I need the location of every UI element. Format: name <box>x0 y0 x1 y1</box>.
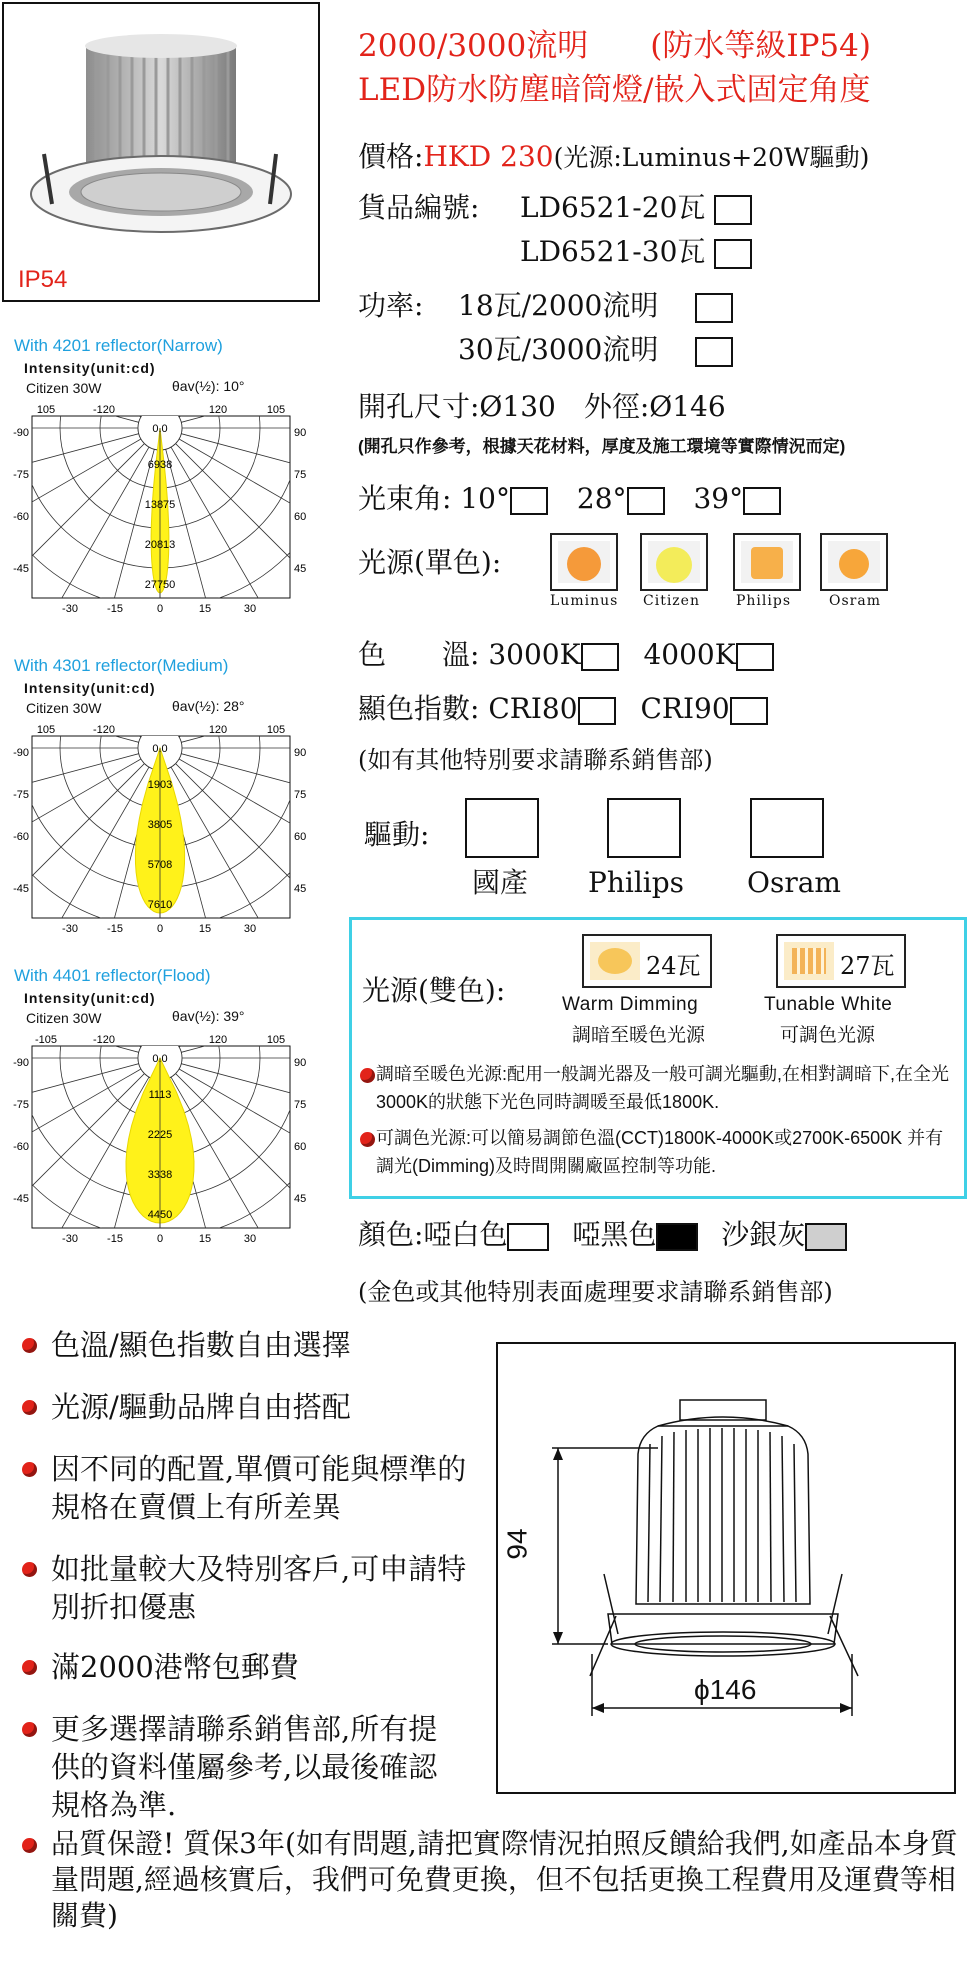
dual-tunable-name: Tunable White <box>764 994 893 1015</box>
model-option-20[interactable]: LD6521-20瓦 <box>520 191 752 225</box>
header-line-2: LED防水防塵暗筒燈/嵌入式固定角度 <box>358 72 871 108</box>
downlight-photo <box>4 4 318 300</box>
polar-intensity-value: 1113 <box>148 1089 172 1101</box>
polar-tick-label: -90 <box>13 747 29 759</box>
model-20-checkbox[interactable] <box>714 195 752 225</box>
price-label: 價格: <box>358 140 424 173</box>
polar-radial-line <box>10 1028 144 1042</box>
polar-tick-label: 15 <box>198 1233 212 1245</box>
polar-intensity-value: 1903 <box>147 779 173 791</box>
polar-tick-label: 60 <box>294 831 307 843</box>
polar-intensity-value: 4450 <box>147 1209 173 1221</box>
polar-intensity-value: 3338 <box>147 1169 173 1181</box>
polar-tick-label: 105 <box>266 724 286 736</box>
dimension-height: 94 <box>501 1528 533 1560</box>
polar-radial-line <box>176 1028 310 1042</box>
polar-radial-line <box>176 718 310 732</box>
polar-tick-label: 105 <box>266 1034 286 1046</box>
driver-philips-label: Philips <box>588 866 685 899</box>
dual-note-1: 調暗至暖色光源:配用一般調光器及一般可調光驅動,在相對調暗下,在全光3000K的狀態下光色同時調暖至最低1800K. <box>376 1064 949 1112</box>
polar-tick-label: 120 <box>208 1034 228 1046</box>
polar-tick-label: 30 <box>243 603 257 615</box>
polar-tick-label: -15 <box>107 923 123 935</box>
finish-black-swatch[interactable] <box>656 1223 698 1251</box>
polar-tick-label: -60 <box>13 831 29 843</box>
source-chip-philips[interactable] <box>733 533 801 591</box>
polar-tick-label: 105 <box>36 404 56 416</box>
dual-tunable-desc: 可調色光源 <box>780 1025 876 1046</box>
polar-intensity-value: 3805 <box>147 819 173 831</box>
polar-angle: θav(½): 10° <box>172 378 245 394</box>
polar-tick-label: 75 <box>294 469 307 481</box>
polar-tick-label: 0 <box>156 603 164 615</box>
beam-39-checkbox[interactable] <box>743 487 781 515</box>
polar-intensity-value: 27750 <box>144 579 176 591</box>
driver-osram-label: Osram <box>747 866 841 899</box>
polar-source: Citizen 30W <box>26 700 102 716</box>
cutout-note: (開孔只作參考，根據天花材料，厚度及施工環境等實際情況而定) <box>358 437 846 456</box>
contact-note: (如有其他特別要求請聯系銷售部) <box>358 746 713 774</box>
dual-source-panel <box>349 917 967 1199</box>
polar-intensity-value: 0.0 <box>152 743 168 755</box>
warranty: 品質保證! 質保3年(如有問題,請把實際情況拍照反饋給我們,如產品本身質量問題,經過核實后，我們可免費更換，但不包括更換工程費用及運費等相關費) <box>22 1826 962 1934</box>
polar-tick-label: -45 <box>13 563 29 575</box>
polar-tick-label: -105 <box>34 1034 58 1046</box>
dual-note-2: 可調色光源:可以簡易調節色溫(CCT)1800K-4000K或2700K-6500K 并有調光(Dimming)及時間開關廠區控制等功能. <box>376 1128 944 1176</box>
driver-philips-checkbox[interactable] <box>607 798 681 858</box>
polar-radial-line <box>10 398 149 409</box>
polar-intensity-value: 7610 <box>147 899 173 911</box>
polar-title: With 4401 reflector(Flood) <box>14 966 211 985</box>
polar-tick-label: 45 <box>294 883 307 895</box>
polar-tick-label: 90 <box>294 427 307 439</box>
dual-note-2-bullet <box>360 1132 375 1147</box>
cri-row: 顯色指數: CRI80 CRI90 <box>358 692 768 726</box>
cct-3000-checkbox[interactable] <box>581 643 619 671</box>
beam-row: 光束角: 10° 28° 39° <box>358 482 781 516</box>
polar-radial-line <box>171 718 310 729</box>
ip54-badge: IP54 <box>18 266 68 293</box>
polar-intensity-value: 0.0 <box>152 1053 168 1065</box>
polar-intensity-value: 5708 <box>147 859 173 871</box>
polar-radial-line <box>10 1028 149 1039</box>
polar-tick-label: -75 <box>13 469 29 481</box>
polar-chart <box>10 656 310 956</box>
polar-tick-label: 105 <box>266 404 286 416</box>
source-chip-citizen[interactable] <box>640 533 708 591</box>
dual-chip-warm[interactable] <box>582 934 712 988</box>
finish-row: 顏色:啞白色 啞黑色 沙銀灰 <box>358 1218 847 1252</box>
feature-item: 因不同的配置,單價可能與標準的規格在賣價上有所差異 <box>22 1450 472 1526</box>
feature-item: 光源/驅動品牌自由搭配 <box>22 1388 351 1426</box>
polar-intensity-value: 20813 <box>144 539 176 551</box>
power-option-30w[interactable]: 30瓦/3000流明 <box>458 333 733 367</box>
polar-tick-label: -60 <box>13 1141 29 1153</box>
source-single-label: 光源(單色): <box>358 546 502 579</box>
polar-tick-label: -90 <box>13 427 29 439</box>
polar-angle: θav(½): 28° <box>172 698 245 714</box>
product-photo-frame <box>2 2 320 302</box>
polar-tick-label: 15 <box>198 923 212 935</box>
polar-source: Citizen 30W <box>26 1010 102 1026</box>
polar-tick-label: 120 <box>208 404 228 416</box>
polar-tick-label: -90 <box>13 1057 29 1069</box>
polar-tick-label: -15 <box>107 1233 123 1245</box>
polar-plot <box>10 398 310 628</box>
beam-label: 光束角: <box>358 482 452 515</box>
finish-label: 顏色: <box>358 1218 424 1251</box>
polar-tick-label: 120 <box>208 724 228 736</box>
polar-tick-label: -30 <box>62 1233 78 1245</box>
polar-radial-line <box>176 398 310 412</box>
power-30w-checkbox[interactable] <box>695 337 733 367</box>
beam-28-checkbox[interactable] <box>627 487 665 515</box>
cri80-checkbox[interactable] <box>578 697 616 725</box>
polar-intensity-value: 6938 <box>147 459 173 471</box>
polar-tick-label: 90 <box>294 1057 307 1069</box>
polar-radial-line <box>179 718 310 737</box>
polar-intensity-value: 13875 <box>144 499 176 511</box>
dual-source-label: 光源(雙色): <box>362 974 506 1007</box>
polar-radial-line <box>171 398 310 409</box>
polar-tick-label: 60 <box>294 511 307 523</box>
cutout-size: 開孔尺寸:Ø130 外徑:Ø146 <box>358 390 726 423</box>
source-chip-osram[interactable] <box>820 533 888 591</box>
polar-tick-label: -45 <box>13 883 29 895</box>
finish-white-swatch[interactable] <box>507 1223 549 1251</box>
polar-chart <box>10 336 310 636</box>
brand-label-citizen: Citizen <box>643 593 700 609</box>
cct-4000-checkbox[interactable] <box>736 643 774 671</box>
polar-intensity-label: Intensity(unit:cd) <box>24 680 156 696</box>
driver-osram-checkbox[interactable] <box>750 798 824 858</box>
polar-tick-label: -15 <box>107 603 123 615</box>
polar-tick-label: 15 <box>198 603 212 615</box>
polar-intensity-value: 2225 <box>147 1129 173 1141</box>
polar-tick-label: -45 <box>13 1193 29 1205</box>
polar-tick-label: -30 <box>62 603 78 615</box>
polar-tick-label: 75 <box>294 789 307 801</box>
polar-tick-label: 45 <box>294 1193 307 1205</box>
polar-radial-line <box>10 398 141 417</box>
feature-item: 如批量較大及特別客戶,可申請特別折扣優惠 <box>22 1550 472 1626</box>
dual-warm-name: Warm Dimming <box>562 994 699 1015</box>
cri90-checkbox[interactable] <box>730 697 768 725</box>
feature-item: 色溫/顯色指數自由選擇 <box>22 1326 351 1364</box>
dual-chip-tunable[interactable] <box>776 934 906 988</box>
dimension-diameter: ϕ146 <box>694 1674 757 1705</box>
polar-tick-label: 30 <box>243 923 257 935</box>
polar-tick-label: 75 <box>294 1099 307 1111</box>
price-value: HKD 230 <box>423 140 554 173</box>
header-line-1: 2000/3000流明 (防水等級IP54) <box>358 28 871 64</box>
polar-radial-line <box>10 398 144 412</box>
dual-tunable-watt: 27瓦 <box>840 952 895 980</box>
source-chip-luminus[interactable] <box>550 533 618 591</box>
polar-radial-line <box>171 1028 310 1039</box>
dual-note-1-bullet <box>360 1068 375 1083</box>
driver-domestic-label: 國產 <box>472 866 529 899</box>
polar-title: With 4301 reflector(Medium) <box>14 656 229 675</box>
brand-label-osram: Osram <box>829 593 881 609</box>
polar-intensity-label: Intensity(unit:cd) <box>24 360 156 376</box>
polar-tick-label: 0 <box>156 1233 164 1245</box>
polar-source: Citizen 30W <box>26 380 102 396</box>
polar-tick-label: -75 <box>13 789 29 801</box>
cct-label: 色 溫: <box>358 638 480 671</box>
feature-item: 更多選擇請聯系銷售部,所有提供的資料僅屬參考,以最後確認規格為準. <box>22 1710 452 1824</box>
polar-radial-line <box>10 718 141 737</box>
polar-radial-line <box>10 1028 141 1047</box>
polar-plot <box>10 718 310 948</box>
finish-note: (金色或其他特別表面處理要求請聯系銷售部) <box>358 1278 833 1306</box>
polar-tick-label: -75 <box>13 1099 29 1111</box>
brand-label-luminus: Luminus <box>550 593 619 609</box>
polar-tick-label: -60 <box>13 511 29 523</box>
beam-10-checkbox[interactable] <box>510 487 548 515</box>
polar-tick-label: -120 <box>92 1034 116 1046</box>
driver-label: 驅動: <box>364 818 430 851</box>
polar-tick-label: 60 <box>294 1141 307 1153</box>
driver-domestic-checkbox[interactable] <box>465 798 539 858</box>
feature-item: 滿2000港幣包郵費 <box>22 1648 299 1686</box>
polar-radial-line <box>179 398 310 417</box>
model-option-30[interactable]: LD6521-30瓦 <box>520 235 752 269</box>
polar-intensity-value: 0.0 <box>152 423 168 435</box>
finish-grey-swatch[interactable] <box>805 1223 847 1251</box>
brand-label-philips: Philips <box>736 593 792 609</box>
power-18w-checkbox[interactable] <box>695 293 733 323</box>
model-30-checkbox[interactable] <box>714 239 752 269</box>
polar-radial-line <box>10 718 149 729</box>
dimension-drawing <box>496 1342 956 1794</box>
price-note: (光源:Luminus+20W驅動) <box>553 143 870 172</box>
power-option-18w[interactable]: 18瓦/2000流明 <box>458 289 733 323</box>
polar-tick-label: 0 <box>156 923 164 935</box>
polar-tick-label: 90 <box>294 747 307 759</box>
dual-warm-watt: 24瓦 <box>646 952 701 980</box>
polar-tick-label: -120 <box>92 404 116 416</box>
polar-intensity-label: Intensity(unit:cd) <box>24 990 156 1006</box>
price-row <box>358 140 869 174</box>
cri-label: 顯色指數: <box>358 692 480 725</box>
polar-plot <box>10 1028 310 1258</box>
polar-tick-label: -120 <box>92 724 116 736</box>
polar-angle: θav(½): 39° <box>172 1008 245 1024</box>
polar-tick-label: 45 <box>294 563 307 575</box>
polar-tick-label: 30 <box>243 1233 257 1245</box>
polar-tick-label: -30 <box>62 923 78 935</box>
downlight-outline <box>498 1344 954 1792</box>
cct-row: 色 溫: 3000K 4000K <box>358 638 774 672</box>
polar-radial-line <box>10 718 144 732</box>
model-label: 貨品編號: <box>358 191 480 224</box>
polar-radial-line <box>179 1028 310 1047</box>
dual-warm-desc: 調暗至暖色光源 <box>572 1025 706 1046</box>
power-label: 功率: <box>358 289 424 322</box>
polar-tick-label: 105 <box>36 724 56 736</box>
polar-title: With 4201 reflector(Narrow) <box>14 336 223 355</box>
polar-chart <box>10 966 310 1266</box>
